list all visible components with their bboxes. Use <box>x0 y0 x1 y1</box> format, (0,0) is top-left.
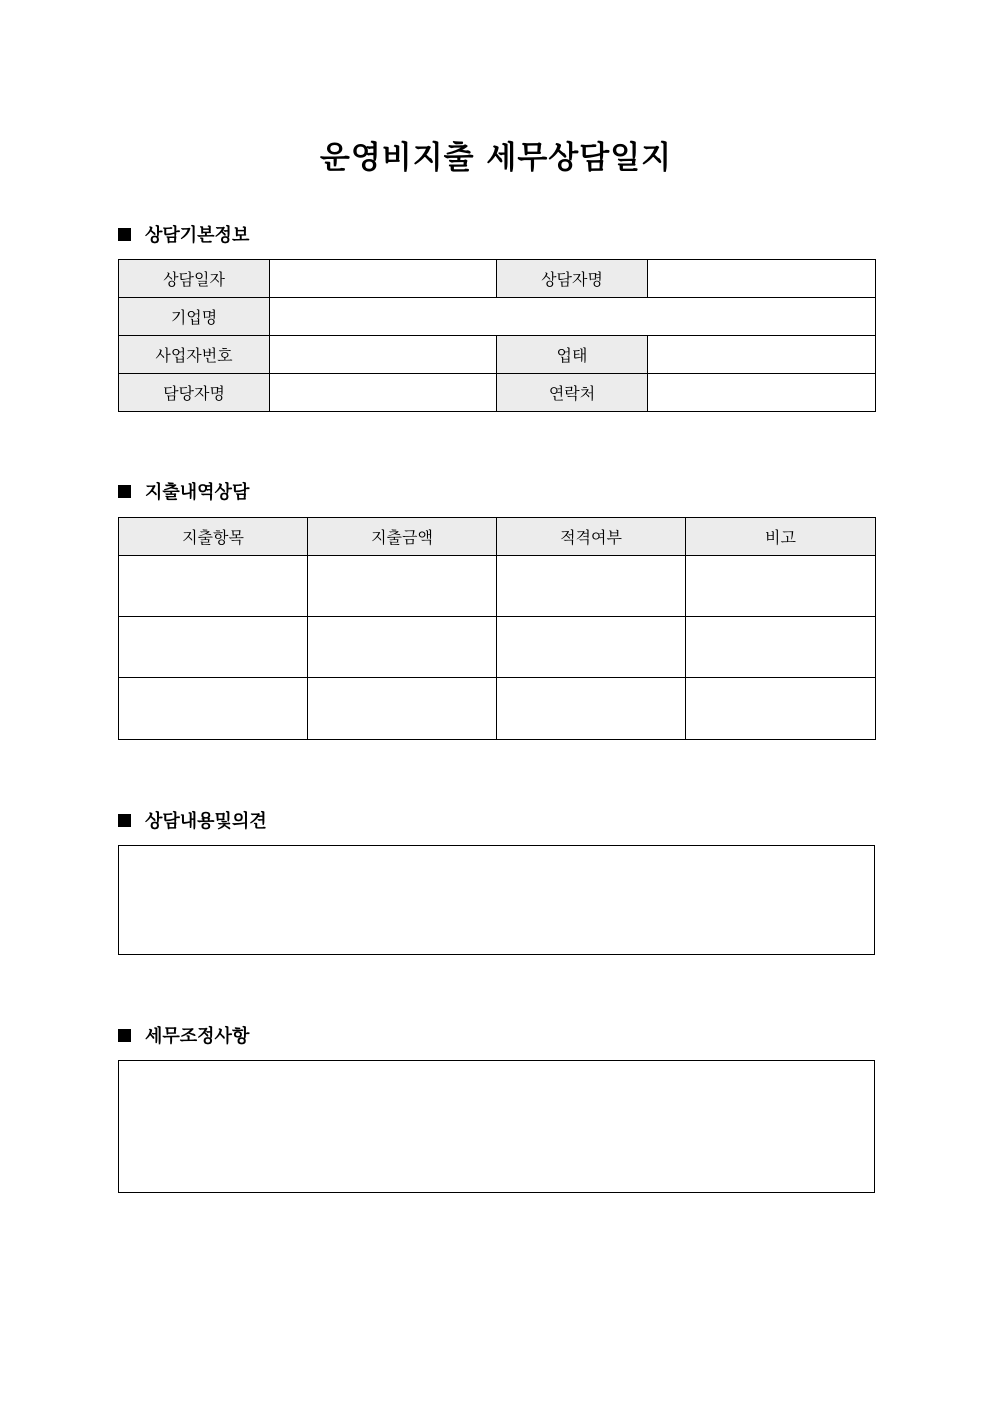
business-type-field[interactable] <box>648 336 876 374</box>
expense-table <box>118 517 876 740</box>
eligibility-cell[interactable] <box>497 617 686 678</box>
consult-date-field[interactable] <box>270 260 497 298</box>
eligibility-cell[interactable] <box>497 556 686 617</box>
column-header-eligibility: 적격여부 <box>497 518 686 556</box>
table-row <box>119 260 876 298</box>
expense-item-cell[interactable] <box>119 678 308 740</box>
label-business-number: 사업자번호 <box>119 336 270 374</box>
black-square-icon <box>118 228 131 241</box>
consultant-field[interactable] <box>648 260 876 298</box>
table-row <box>119 298 876 336</box>
table-row <box>119 556 876 617</box>
table-row <box>119 678 876 740</box>
expense-amount-cell[interactable] <box>308 617 497 678</box>
black-square-icon <box>118 485 131 498</box>
table-header-row <box>119 518 876 556</box>
remarks-cell[interactable] <box>686 556 876 617</box>
contact-field[interactable] <box>648 374 876 412</box>
remarks-cell[interactable] <box>686 617 876 678</box>
section-heading-label: 세무조정사항 <box>145 1026 250 1047</box>
section-heading-opinion <box>118 808 267 832</box>
section-heading-tax-adjustment <box>118 1023 249 1047</box>
table-row <box>119 336 876 374</box>
document-title: 운영비지출 세무상담일지 <box>319 140 673 176</box>
section-heading-basic-info <box>118 222 249 246</box>
manager-field[interactable] <box>270 374 497 412</box>
opinion-text-area[interactable] <box>118 845 875 955</box>
section-heading-label: 상담기본정보 <box>145 225 250 246</box>
expense-amount-cell[interactable] <box>308 556 497 617</box>
table-row <box>119 374 876 412</box>
column-header-expense-amount: 지출금액 <box>308 518 497 556</box>
label-consultant: 상담자명 <box>497 260 648 298</box>
section-heading-label: 지출내역상담 <box>145 482 250 503</box>
expense-item-cell[interactable] <box>119 556 308 617</box>
label-consult-date: 상담일자 <box>119 260 270 298</box>
expense-item-cell[interactable] <box>119 617 308 678</box>
basic-info-table <box>118 259 876 412</box>
column-header-remarks: 비고 <box>686 518 876 556</box>
tax-adjustment-text-area[interactable] <box>118 1060 875 1193</box>
section-heading-expense <box>118 479 249 503</box>
section-heading-label: 상담내용및의견 <box>145 811 267 832</box>
label-business-type: 업태 <box>497 336 648 374</box>
black-square-icon <box>118 814 131 827</box>
column-header-expense-item: 지출항목 <box>119 518 308 556</box>
eligibility-cell[interactable] <box>497 678 686 740</box>
business-number-field[interactable] <box>270 336 497 374</box>
company-field[interactable] <box>270 298 876 336</box>
expense-amount-cell[interactable] <box>308 678 497 740</box>
label-company: 기업명 <box>119 298 270 336</box>
label-manager: 담당자명 <box>119 374 270 412</box>
label-contact: 연락처 <box>497 374 648 412</box>
table-row <box>119 617 876 678</box>
remarks-cell[interactable] <box>686 678 876 740</box>
black-square-icon <box>118 1029 131 1042</box>
